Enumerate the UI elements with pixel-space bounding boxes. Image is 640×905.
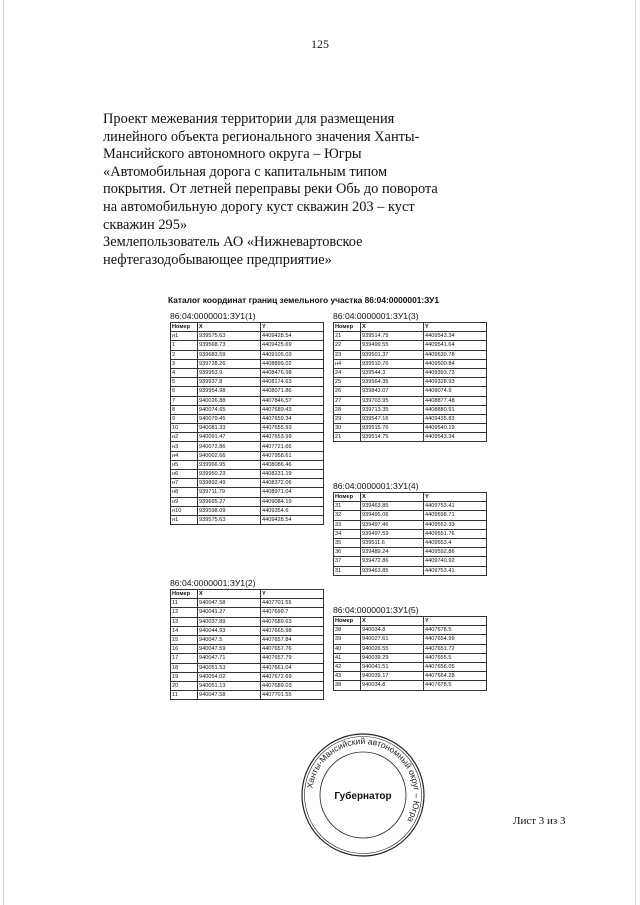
table-row (171, 672, 324, 681)
point-number: 7 (171, 396, 198, 405)
x-coordinate: 940091.47 (198, 433, 261, 442)
table-row (334, 653, 487, 662)
y-coordinate: 4409740.92 (424, 557, 487, 566)
x-coordinate: 940034.8 (361, 626, 424, 635)
column-header-y: Y (424, 493, 487, 502)
block-title: 86:04:0000001:ЗУ1(3) (333, 311, 419, 321)
table-row (171, 414, 324, 423)
column-header-num: Номер (334, 323, 361, 332)
y-coordinate: 4409540.19 (424, 424, 487, 433)
title-line: на автомобильную дорогу куст скважин 203 – куст (103, 198, 415, 215)
y-coordinate: 4409328.93 (424, 378, 487, 387)
table-row (334, 405, 487, 414)
point-number: 3 (171, 359, 198, 368)
table-row (334, 502, 487, 511)
x-coordinate: 939937.8 (198, 378, 261, 387)
y-coordinate: 4407689.63 (261, 617, 324, 626)
x-coordinate: 940051.13 (198, 681, 261, 690)
coords-table (333, 492, 487, 576)
x-coordinate: 939950.23 (198, 470, 261, 479)
x-coordinate: 939575.63 (198, 332, 261, 341)
table-row (334, 332, 487, 341)
table-row (171, 341, 324, 350)
table-header-row (171, 590, 324, 599)
point-number: н10 (171, 506, 198, 515)
table-row (171, 405, 324, 414)
x-coordinate: 939564.35 (361, 378, 424, 387)
column-header-x: X (198, 590, 261, 599)
point-number: н9 (171, 497, 198, 506)
point-number: 27 (334, 396, 361, 405)
point-number: 26 (334, 387, 361, 396)
x-coordinate: 939497.59 (361, 529, 424, 538)
point-number: н4 (171, 451, 198, 460)
x-coordinate: 939665.27 (198, 497, 261, 506)
x-coordinate: 939511.6 (361, 538, 424, 547)
coord-block-2 (170, 578, 324, 700)
y-coordinate: 4409541.64 (424, 341, 487, 350)
y-coordinate: 4407659.34 (261, 414, 324, 423)
x-coordinate: 940027.61 (361, 635, 424, 644)
x-coordinate: 940047.59 (198, 645, 261, 654)
table-row (334, 644, 487, 653)
x-coordinate: 940054.02 (198, 672, 261, 681)
y-coordinate: 4407661.04 (261, 663, 324, 672)
x-coordinate: 939892.49 (198, 479, 261, 488)
column-header-y: Y (261, 323, 324, 332)
table-row (334, 626, 487, 635)
title-line: покрытия. От летней переправы реки Обь до поворота (103, 181, 438, 198)
title-line: линейного объекта регионального значения Ханты- (103, 128, 420, 145)
table-row (334, 414, 487, 423)
table-row (171, 645, 324, 654)
point-number: н2 (171, 433, 198, 442)
y-coordinate: 4409530.78 (424, 350, 487, 359)
point-number: 15 (171, 635, 198, 644)
x-coordinate: 939575.63 (198, 515, 261, 524)
table-row (334, 368, 487, 377)
y-coordinate: 4409105.03 (261, 350, 324, 359)
point-number: 6 (171, 387, 198, 396)
table-row (334, 341, 487, 350)
point-number: 10 (171, 424, 198, 433)
point-number: 11 (171, 599, 198, 608)
x-coordinate: 939954.98 (198, 387, 261, 396)
x-coordinate: 940026.88 (198, 396, 261, 405)
y-coordinate: 4408877.48 (424, 396, 487, 405)
table-row (171, 663, 324, 672)
x-coordinate: 939514.75 (361, 433, 424, 442)
table-row (171, 378, 324, 387)
y-coordinate: 4409393.73 (424, 368, 487, 377)
y-coordinate: 4407657.76 (261, 645, 324, 654)
y-coordinate: 4409552.33 (424, 520, 487, 529)
y-coordinate: 4407653.99 (261, 433, 324, 442)
point-number: 28 (334, 405, 361, 414)
column-header-y: Y (424, 323, 487, 332)
table-row (171, 368, 324, 377)
table-row (334, 350, 487, 359)
point-number: 42 (334, 662, 361, 671)
point-number: 25 (334, 378, 361, 387)
x-coordinate: 939966.95 (198, 460, 261, 469)
table-row (171, 470, 324, 479)
y-coordinate: 4407689.43 (261, 405, 324, 414)
column-header-x: X (198, 323, 261, 332)
x-coordinate: 940026.55 (361, 644, 424, 653)
table-header-row (334, 493, 487, 502)
x-coordinate: 939472.86 (361, 557, 424, 566)
x-coordinate: 939568.73 (198, 341, 261, 350)
column-header-y: Y (261, 590, 324, 599)
title-line: Землепользователь АО «Нижневартовское (103, 234, 363, 251)
point-number: 32 (334, 511, 361, 520)
table-header-row (334, 617, 487, 626)
x-coordinate: 939953.9 (198, 368, 261, 377)
x-coordinate: 940047.58 (198, 599, 261, 608)
table-row (334, 511, 487, 520)
table-row (334, 424, 487, 433)
point-number: 31 (334, 566, 361, 575)
y-coordinate: 4407656.05 (424, 662, 487, 671)
y-coordinate: 4409354.6 (261, 506, 324, 515)
y-coordinate: 4409435.83 (424, 414, 487, 423)
point-number: 21 (334, 433, 361, 442)
coords-table (170, 589, 324, 700)
point-number: 41 (334, 653, 361, 662)
point-number: 9 (171, 414, 198, 423)
x-coordinate: 939843.07 (361, 387, 424, 396)
y-coordinate: 4407958.61 (261, 451, 324, 460)
x-coordinate: 940041.51 (361, 662, 424, 671)
table-row (171, 460, 324, 469)
y-coordinate: 4407655.5 (424, 653, 487, 662)
y-coordinate: 4407689.03 (261, 681, 324, 690)
x-coordinate: 939728.26 (198, 359, 261, 368)
table-header-row (171, 323, 324, 332)
x-coordinate: 940081.33 (198, 424, 261, 433)
coords-table (170, 322, 324, 525)
x-coordinate: 940041.27 (198, 608, 261, 617)
y-coordinate: 4409598.71 (424, 511, 487, 520)
y-coordinate: 4409543.34 (424, 332, 487, 341)
table-row (171, 635, 324, 644)
point-number: 22 (334, 341, 361, 350)
column-header-num: Номер (334, 493, 361, 502)
y-coordinate: 4407672.69 (261, 672, 324, 681)
y-coordinate: 4408174.63 (261, 378, 324, 387)
point-number: 24 (334, 368, 361, 377)
point-number: 8 (171, 405, 198, 414)
point-number: 36 (334, 548, 361, 557)
x-coordinate: 939510.76 (361, 359, 424, 368)
y-coordinate: 4409428.54 (261, 332, 324, 341)
column-header-y: Y (424, 617, 487, 626)
x-coordinate: 939544.3 (361, 368, 424, 377)
point-number: 21 (334, 332, 361, 341)
y-coordinate: 4409084.19 (261, 497, 324, 506)
title-line: скважин 295» (103, 216, 188, 233)
point-number: н3 (171, 442, 198, 451)
table-row (171, 359, 324, 368)
title-line: Мансийского автономного округа – Югры (103, 146, 362, 163)
point-number: 1 (171, 341, 198, 350)
x-coordinate: 939514.75 (361, 332, 424, 341)
point-number: 39 (334, 635, 361, 644)
coord-block-3 (333, 311, 487, 442)
y-coordinate: 4408086.46 (261, 460, 324, 469)
x-coordinate: 939463.85 (361, 566, 424, 575)
coords-table (333, 322, 487, 442)
x-coordinate: 940074.65 (198, 405, 261, 414)
table-row (171, 488, 324, 497)
point-number: 11 (171, 691, 198, 700)
point-number: 34 (334, 529, 361, 538)
block-title: 86:04:0000001:ЗУ1(1) (170, 311, 256, 321)
point-number: 29 (334, 414, 361, 423)
stamp-center-text: Губернатор (334, 791, 392, 802)
table-row (171, 617, 324, 626)
point-number: н5 (171, 460, 198, 469)
x-coordinate: 939703.95 (361, 396, 424, 405)
table-row (334, 672, 487, 681)
x-coordinate: 939713.35 (361, 405, 424, 414)
y-coordinate: 4407655.93 (261, 424, 324, 433)
point-number: н1 (171, 332, 198, 341)
y-coordinate: 4409753.41 (424, 502, 487, 511)
x-coordinate: 939711.79 (198, 488, 261, 497)
x-coordinate: 939515.76 (361, 424, 424, 433)
y-coordinate: 4408372.06 (261, 479, 324, 488)
title-line: нефтегазодобывающее предприятие» (103, 251, 332, 268)
table-row (334, 635, 487, 644)
y-coordinate: 4407701.55 (261, 599, 324, 608)
point-number: 38 (334, 626, 361, 635)
point-number: 13 (171, 617, 198, 626)
y-coordinate: 4407846.57 (261, 396, 324, 405)
y-coordinate: 4407678.5 (424, 681, 487, 690)
table-row (171, 433, 324, 442)
y-coordinate: 4407665.98 (261, 626, 324, 635)
x-coordinate: 940072.86 (198, 442, 261, 451)
y-coordinate: 4408971.04 (261, 488, 324, 497)
table-row (171, 451, 324, 460)
x-coordinate: 940039.17 (361, 672, 424, 681)
x-coordinate: 939499.55 (361, 341, 424, 350)
y-coordinate: 4407678.5 (424, 626, 487, 635)
point-number: 30 (334, 424, 361, 433)
x-coordinate: 940079.45 (198, 414, 261, 423)
coords-table (333, 616, 487, 691)
title-line: Проект межевания территории для размещения (103, 111, 395, 127)
x-coordinate: 940047.71 (198, 654, 261, 663)
scan-edge-left (3, 0, 4, 905)
column-header-x: X (361, 323, 424, 332)
x-coordinate: 940039.29 (361, 653, 424, 662)
point-number: 14 (171, 626, 198, 635)
point-number: 17 (171, 654, 198, 663)
y-coordinate: 4407657.84 (261, 635, 324, 644)
point-number: н6 (171, 470, 198, 479)
page-number: 125 (311, 37, 329, 51)
y-coordinate: 4407664.28 (424, 672, 487, 681)
y-coordinate: 4408476.98 (261, 368, 324, 377)
column-header-x: X (361, 493, 424, 502)
x-coordinate: 940034.8 (361, 681, 424, 690)
point-number: н4 (334, 359, 361, 368)
point-number: 19 (171, 672, 198, 681)
y-coordinate: 4409543.34 (424, 433, 487, 442)
y-coordinate: 4407699.7 (261, 608, 324, 617)
point-number: 5 (171, 378, 198, 387)
point-number: 35 (334, 538, 361, 547)
table-row (171, 387, 324, 396)
point-number: 2 (171, 350, 198, 359)
point-number: 12 (171, 608, 198, 617)
x-coordinate: 939683.59 (198, 350, 261, 359)
y-coordinate: 4408899.02 (261, 359, 324, 368)
point-number: 40 (334, 644, 361, 653)
y-coordinate: 4407651.72 (424, 644, 487, 653)
table-row (334, 387, 487, 396)
table-row (171, 691, 324, 700)
table-row (171, 506, 324, 515)
x-coordinate: 940051.53 (198, 663, 261, 672)
table-header-row (334, 323, 487, 332)
stamp-ring-text: Ханты-Мансийский автономный округ – Югра (304, 735, 423, 825)
column-header-num: Номер (171, 323, 198, 332)
x-coordinate: 940002.66 (198, 451, 261, 460)
table-row (171, 626, 324, 635)
point-number: н8 (171, 488, 198, 497)
y-coordinate: 4408071.86 (261, 387, 324, 396)
y-coordinate: 4409592.86 (424, 548, 487, 557)
table-row (334, 566, 487, 575)
point-number: 16 (171, 645, 198, 654)
table-row (334, 529, 487, 538)
column-header-num: Номер (334, 617, 361, 626)
point-number: н1 (171, 515, 198, 524)
x-coordinate: 940047.5 (198, 635, 261, 644)
point-number: 4 (171, 368, 198, 377)
table-row (334, 557, 487, 566)
table-row (334, 662, 487, 671)
block-title: 86:04:0000001:ЗУ1(4) (333, 481, 419, 491)
table-row (171, 396, 324, 405)
y-coordinate: 4409425.69 (261, 341, 324, 350)
x-coordinate: 940047.58 (198, 691, 261, 700)
x-coordinate: 939501.37 (361, 350, 424, 359)
document-title (103, 111, 483, 269)
y-coordinate: 4409428.54 (261, 515, 324, 524)
coord-block-5 (333, 605, 487, 691)
point-number: 37 (334, 557, 361, 566)
table-row (334, 548, 487, 557)
table-row (334, 520, 487, 529)
stamp-seal (298, 730, 428, 860)
block-title: 86:04:0000001:ЗУ1(5) (333, 605, 419, 615)
x-coordinate: 940037.89 (198, 617, 261, 626)
point-number: 18 (171, 663, 198, 672)
column-header-num: Номер (171, 590, 198, 599)
point-number: 38 (334, 681, 361, 690)
point-number: 31 (334, 502, 361, 511)
y-coordinate: 4409753.41 (424, 566, 487, 575)
x-coordinate: 939495.06 (361, 511, 424, 520)
point-number: н7 (171, 479, 198, 488)
y-coordinate: 4409551.76 (424, 529, 487, 538)
table-row (334, 681, 487, 690)
table-row (171, 515, 324, 524)
table-row (334, 378, 487, 387)
x-coordinate: 939547.16 (361, 414, 424, 423)
point-number: 43 (334, 672, 361, 681)
table-row (171, 332, 324, 341)
point-number: 20 (171, 681, 198, 690)
y-coordinate: 4408231.19 (261, 470, 324, 479)
point-number: 23 (334, 350, 361, 359)
block-title: 86:04:0000001:ЗУ1(2) (170, 578, 256, 588)
table-row (171, 681, 324, 690)
y-coordinate: 4409500.84 (424, 359, 487, 368)
table-row (171, 350, 324, 359)
sheet-counter: Лист 3 из 3 (513, 815, 566, 827)
y-coordinate: 4407657.79 (261, 654, 324, 663)
table-row (171, 442, 324, 451)
x-coordinate: 939598.09 (198, 506, 261, 515)
y-coordinate: 4409553.4 (424, 538, 487, 547)
x-coordinate: 939497.46 (361, 520, 424, 529)
y-coordinate: 4408880.91 (424, 405, 487, 414)
table-row (171, 424, 324, 433)
table-row (334, 359, 487, 368)
table-row (171, 497, 324, 506)
point-number: 33 (334, 520, 361, 529)
y-coordinate: 4407701.55 (261, 691, 324, 700)
x-coordinate: 940044.93 (198, 626, 261, 635)
coord-block-4 (333, 481, 487, 576)
y-coordinate: 4407654.99 (424, 635, 487, 644)
table-row (171, 654, 324, 663)
table-row (171, 479, 324, 488)
catalog-title: Каталог координат границ земельного участка 86:04:0000001:ЗУ1 (168, 295, 439, 305)
table-row (334, 433, 487, 442)
y-coordinate: 4407721.66 (261, 442, 324, 451)
x-coordinate: 939463.85 (361, 502, 424, 511)
table-row (171, 608, 324, 617)
scan-edge-right (635, 0, 636, 905)
title-line: «Автомобильная дорога с капитальным типом (103, 163, 388, 180)
x-coordinate: 939489.24 (361, 548, 424, 557)
table-row (334, 538, 487, 547)
table-row (334, 396, 487, 405)
column-header-x: X (361, 617, 424, 626)
table-row (171, 599, 324, 608)
y-coordinate: 4409074.9 (424, 387, 487, 396)
coord-block-1 (170, 311, 324, 525)
